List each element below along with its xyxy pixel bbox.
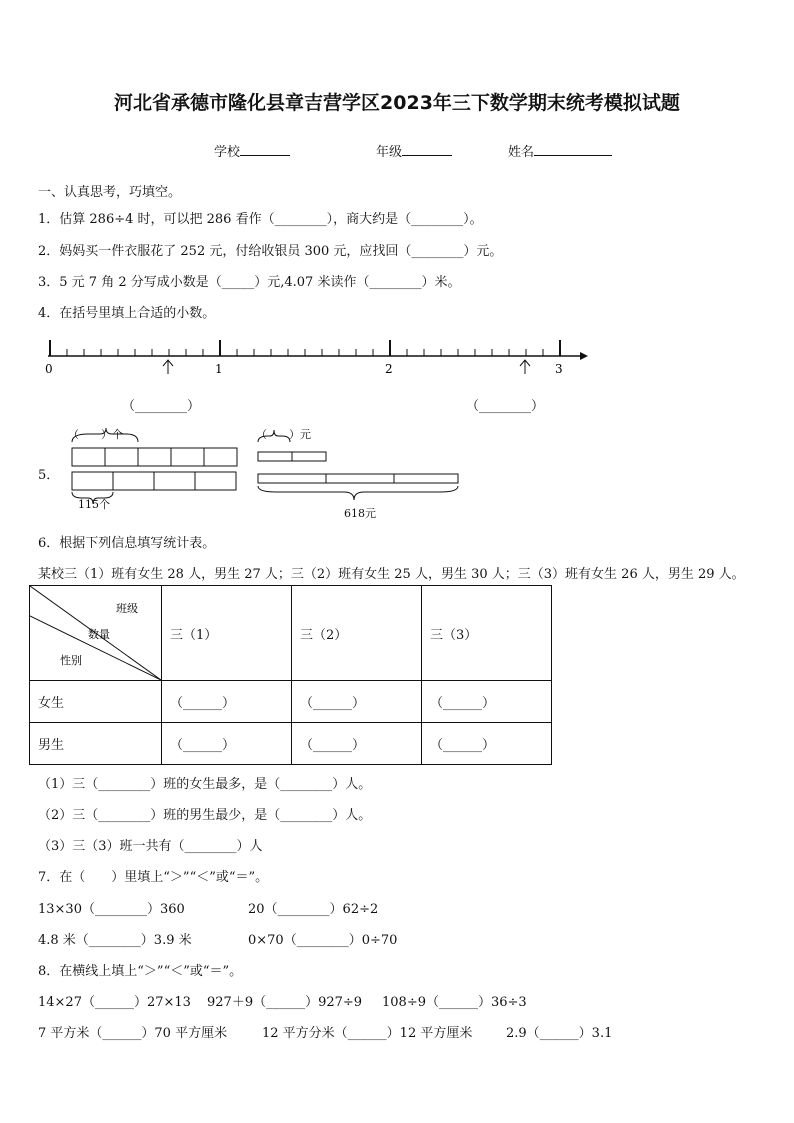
question-6-sub-3: （3）三（3）班一共有（________）人 [38,839,263,854]
number-line [40,336,600,380]
q8-item: 927＋9（______）927÷9 [207,995,363,1010]
question-4: 4．在括号里填上合适的小数。 [38,306,216,321]
question-6: 6．根据下列信息填写统计表。 [38,536,216,551]
question-3: 3．5 元 7 角 2 分写成小数是（_____）元,4.07 米读作（________）米。 [38,275,461,290]
header-count: 数量 [88,628,110,641]
row-label: 女生 [30,681,162,723]
column-header: 三（2） [292,586,422,681]
question-2: 2．妈妈买一件衣服花了 252 元，付给收银员 300 元，应找回（________）元。 [38,244,503,259]
table-cell[interactable]: （______） [292,723,422,765]
table-cell[interactable]: （______） [292,681,422,723]
diagonal-lines [30,586,161,680]
table-cell[interactable]: （______） [422,681,552,723]
arrow-marker-right [520,360,530,374]
question-1: 1．估算 286÷4 时，可以把 286 看作（________），商大约是（________）。 [38,212,483,227]
q8-item: 14×27（______）27×13 [38,995,191,1010]
question-6-info: 某校三（1）班有女生 28 人，男生 27 人；三（2）班有女生 25 人，男生 30 人；三（3）班有女生 26 人，男生 29 人。 [38,567,745,582]
row-label: 男生 [30,723,162,765]
page-title: 河北省承德市隆化县章吉营学区2023年三下数学期末统考模拟试题 [114,92,680,114]
q8-item: 2.9（______）3.1 [506,1026,613,1041]
left-bottom-label: 115个 [78,498,110,511]
table-cell[interactable]: （______） [162,681,292,723]
answer-blank-right[interactable]: （________） [466,399,545,414]
right-bottom-label: 618元 [344,507,376,520]
header-gender: 性别 [60,654,82,667]
school-label: 学校 [214,145,241,160]
diagonal-header-cell [30,586,162,681]
question-8: 8．在横线上填上“＞”“＜”或“＝”。 [38,964,243,979]
tick-label-3: 3 [555,362,563,376]
table-cell[interactable]: （______） [162,723,292,765]
column-header: 三（1） [162,586,292,681]
question-5-label: 5． [38,468,60,483]
school-field[interactable] [214,141,290,160]
tick-label-2: 2 [385,362,393,376]
table-row [30,681,552,723]
left-top-label: （ ）个 [68,428,123,441]
table-cell[interactable]: （______） [422,723,552,765]
q7-item: 13×30（________）360 [38,902,185,917]
q7-item: 0×70（________）0÷70 [248,933,398,948]
tick-label-0: 0 [45,362,53,376]
question-6-sub-2: （2）三（________）班的男生最少，是（________）人。 [38,808,372,823]
arrow-marker-left [163,360,173,374]
name-label: 姓名 [508,145,535,160]
name-field[interactable] [508,141,612,160]
grade-label: 年级 [376,145,403,160]
column-header: 三（3） [422,586,552,681]
right-top-label: （ ）元 [256,428,311,441]
q8-item: 7 平方米（______）70 平方厘米 [38,1026,228,1041]
q8-item: 12 平方分米（______）12 平方厘米 [262,1026,473,1041]
statistics-table [29,585,552,765]
section-heading: 一、认真思考，巧填空。 [38,185,182,200]
question-6-sub-1: （1）三（________）班的女生最多，是（________）人。 [38,777,372,792]
tick-label-1: 1 [215,362,223,376]
table-row [30,723,552,765]
question-7: 7．在（ ）里填上“＞”“＜”或“＝”。 [38,870,269,885]
header-class: 班级 [116,602,138,615]
q8-item: 108÷9（______）36÷3 [382,995,527,1010]
answer-blank-left[interactable]: （________） [122,399,201,414]
q7-item: 20（________）62÷2 [248,902,379,917]
q7-item: 4.8 米（________）3.9 米 [38,933,192,948]
grade-field[interactable] [376,141,452,160]
